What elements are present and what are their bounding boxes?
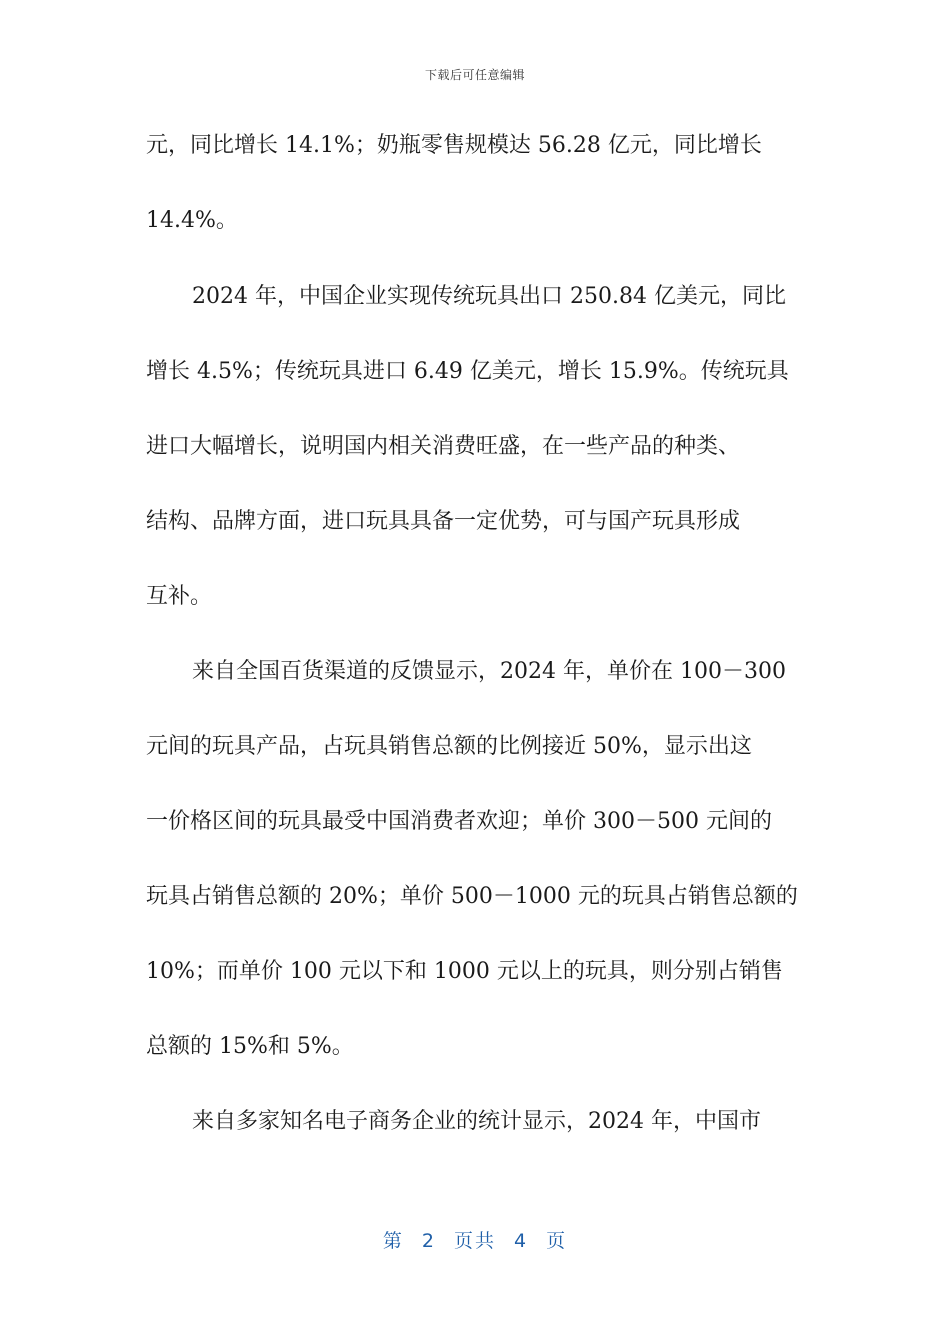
header-note: 下载后可任意编辑 (424, 68, 525, 82)
body-line: 结构、品牌方面，进口玩具具备一定优势，可与国产玩具形成 (146, 509, 741, 534)
body-line: 玩具占销售总额的 20%；单价 500－1000 元的玩具占销售总额的 (146, 884, 798, 909)
body-line: 14.4%。 (146, 208, 238, 233)
body-line: 10%；而单价 100 元以下和 1000 元以上的玩具，则分别占销售 (146, 959, 783, 984)
body-line: 增长 4.5%；传统玩具进口 6.49 亿美元，增长 15.9%。传统玩具 (146, 359, 789, 384)
paragraph-start-line: 2024 年，中国企业实现传统玩具出口 250.84 亿美元，同比 (192, 284, 786, 309)
body-line: 元，同比增长 14.1%；奶瓶零售规模达 56.28 亿元，同比增长 (146, 133, 762, 158)
body-line: 总额的 15%和 5%。 (146, 1034, 354, 1059)
body-line: 互补。 (146, 584, 213, 609)
page-number-footer: 第 2 页共 4 页 (382, 1230, 568, 1252)
body-line: 一价格区间的玩具最受中国消费者欢迎；单价 300－500 元间的 (146, 809, 772, 834)
body-line: 元间的玩具产品，占玩具销售总额的比例接近 50%，显示出这 (146, 734, 752, 759)
paragraph-start-line: 来自全国百货渠道的反馈显示，2024 年，单价在 100－300 (192, 659, 786, 684)
body-line: 进口大幅增长，说明国内相关消费旺盛，在一些产品的种类、 (146, 434, 741, 459)
paragraph-start-line: 来自多家知名电子商务企业的统计显示，2024 年，中国市 (192, 1109, 761, 1134)
